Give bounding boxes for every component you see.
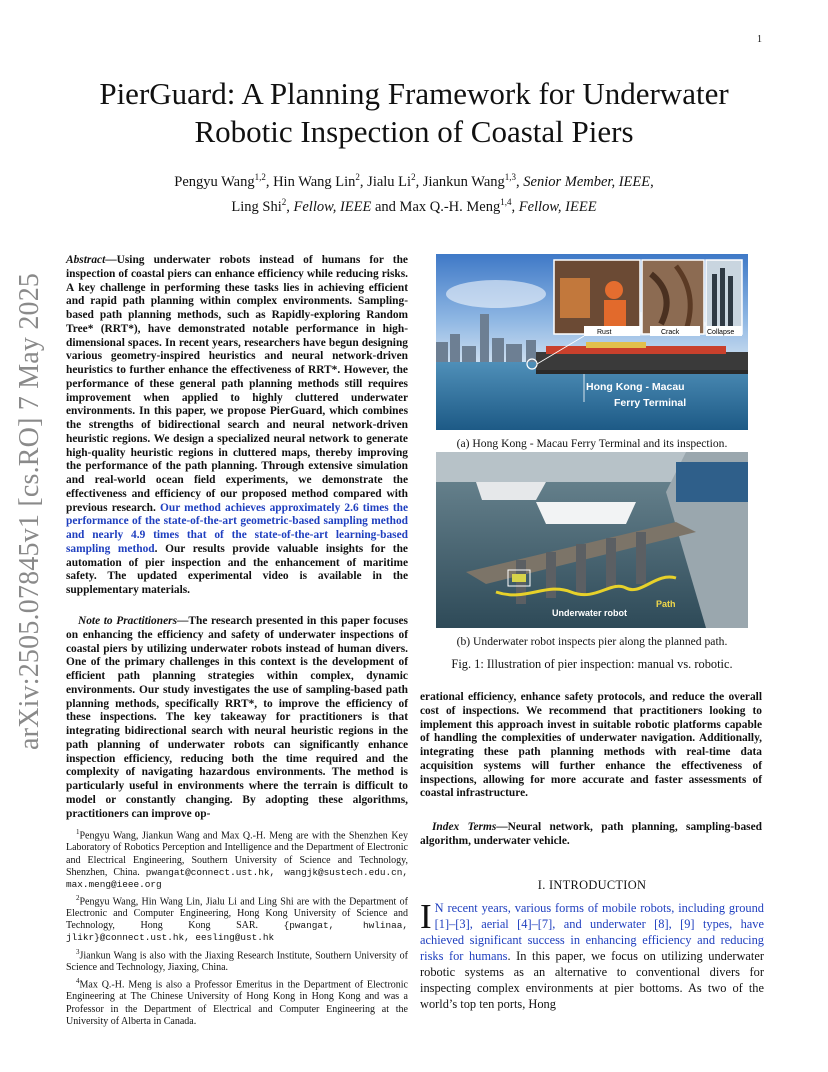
section-heading-introduction: I. INTRODUCTION — [537, 878, 647, 892]
page-number: 1 — [757, 34, 762, 45]
practitioners-continuation: erational efficiency, enhance safety protocols, and reduce the overall cost of inspections. We recommend that practitioners looking to implement this approach invest in suitable robotic platforms capable of handling the complexities of underwater navigation. Additionally, integrating these path planning methods with real-time data acquisition systems will further enhance the effectiveness of inspections, allowing for more accurate and faster assessments of coastal infrastructure. — [420, 691, 762, 800]
footnote-4: $^4$Max Q.-H. Meng is also a Professor Emeritus in the Department of Electronic Engineering at The Chinese University of Hong Kong in Hong Kong and was a Professor in the Department of Electrical and Computer Engineering at the University of Alberta in Canada. — [66, 977, 408, 1027]
note-to-practitioners — [66, 615, 408, 821]
inset-label-rust: Rust — [597, 329, 612, 336]
footnote-2: $^2$Pengyu Wang, Hin Wang Lin, Jialu Li and Ling Shi are with the Department of Electronic and Computer Engineering, Hong Kong University of Science and Technology, Hong Kong SAR. {pwangat, hwlinaa, jlikr}@connect.ust.hk, eesling@ust.hk — [66, 893, 408, 944]
title-line-2: Robotic Inspection of Coastal Piers — [194, 114, 634, 149]
abstract-highlight: Our method achieves approximately 2.6 times the performance of the state-of-the-art geometric-based sampling method and nearly 4.9 times that of the state-of-the-art learning-based sampling method — [66, 501, 409, 555]
path-label: Path — [656, 599, 676, 609]
drop-cap: I — [420, 897, 432, 936]
figure-1b-robot-inspection-render — [436, 452, 748, 628]
figure-1a-ferry-terminal-photo — [436, 254, 748, 430]
footnote-3: $^3$Jiankun Wang is also with the Jiaxing Research Institute, Southern University of Science and Technology, Jiaxing, China. — [66, 947, 408, 973]
abstract-text: —Using underwater robots instead of humans for the inspection of coastal piers can enhance efficiency while reducing risks. A key challenge in performing these tasks lies in achieving efficient and rapid path planning within complex environments. Sampling-based path planning methods, such as Rapidly-exploring Random Tree* (RRT*), have demonstrated notable performance in high-dimensional spaces. In recent years, researchers have begun designing various geometry-inspired heuristics and neural network-driven heuristics to further enhance the effectiveness of RRT*. However, the performance of these general path planning methods still requires improvement when applied to highly cluttered underwater environments. In this paper, we propose PierGuard, which combines the strengths of bidirectional search and neural network-driven heuristic regions. We design a specialized neural network to generate high-quality heuristic regions in cluttered maps, thereby improving the performance of the path planning. Through extensive simulation and real-world ocean field experiments, we demonstrate the effectiveness and efficiency of our proposed method compared with previous research. — [66, 254, 408, 514]
abstract-label: Abstract — [66, 254, 106, 266]
index-terms-label: Index Terms — [432, 821, 497, 833]
title-line-1: PierGuard: A Planning Framework for Underwater — [99, 76, 729, 111]
index-terms-text: —Neural network, path planning, sampling-based algorithm, underwater vehicle. — [420, 821, 762, 847]
author-list: Pengyu Wang$^{1,2}$, Hin Wang Lin$^2$, Jialu Li$^2$, Jiankun Wang$^{1,3}$, Senior Member, IEEE, Ling Shi$^2$, Fellow, IEEE and Max Q.-H. Meng$^{1,4}$, Fellow, IEEE — [174, 172, 654, 215]
practitioners-text: —The research presented in this paper focuses on enhancing the efficiency and safety of underwater inspections of coastal piers by utilizing underwater robots instead of human divers. One of the primary challenges in this context is the development of efficient path planning strategies within complex, dynamic environments. Our study investigates the use of sampling-based path planning methods, specifically RRT*, to improve the efficiency of these inspections. The key takeaway for practitioners is that integrating bidirectional search with neural heuristic regions in the path planning of underwater robots can significantly enhance inspection efficiency, reducing both the time required and the complexity of navigating hazardous environments. The method is particularly useful in environments where the terrain is difficult to model or constantly changing. By adopting these algorithms, practitioners can improve op- — [66, 615, 408, 820]
terminal-label-line-1: Hong Kong - Macau — [586, 381, 685, 393]
figure-1b-caption: (b) Underwater robot inspects pier along the planned path. — [456, 635, 728, 648]
inset-label-crack: Crack — [661, 329, 680, 336]
practitioners-label: Note to Practitioners — [78, 615, 177, 627]
index-terms — [420, 821, 762, 849]
inset-label-collapse: Collapse — [707, 329, 735, 336]
abstract — [66, 254, 408, 598]
figure-1a-caption: (a) Hong Kong - Macau Ferry Terminal and its inspection. — [456, 437, 728, 450]
paper-title — [60, 75, 768, 151]
footnote-1: $^1$Pengyu Wang, Jiankun Wang and Max Q.-H. Meng are with the Shenzhen Key Laboratory of Robotics Perception and Intelligence and the Department of Electronic and Electrical Engineering, Southern University of Science and Technology, Shenzhen, China. pwangat@connect.ust.hk, wangjk@sustech.edu.cn, max.meng@ieee.org — [66, 828, 409, 890]
arxiv-identifier: arXiv:2505.07845v1 [cs.RO] 7 May 2025 — [14, 272, 45, 750]
intro-body: . In this paper, we focus on utilizing underwater robotic systems as an alternative to conventional divers for inspecting complex environments at pier bottoms. As two of the world’s top ten ports, Hong — [420, 949, 764, 1011]
footnotes — [66, 826, 408, 1029]
robot-label: Underwater robot — [552, 608, 628, 618]
intro-highlight: N recent years, various forms of mobile robots, including ground [1]–[3], aerial [4]–[7], and underwater [8], [9] types, have achieved significant success in enhancing efficiency and reducing risks for humans — [420, 901, 764, 963]
figure-1-caption: Fig. 1: Illustration of pier inspection: manual vs. robotic. — [451, 657, 733, 671]
abstract-text-end: . Our results provide valuable insights for the automation of pier inspection and the enhancement of maritime safety. The updated experimental video is available in the supplementary materials. — [66, 542, 408, 596]
introduction-text — [420, 897, 764, 1012]
terminal-label-line-2: Ferry Terminal — [614, 397, 687, 409]
